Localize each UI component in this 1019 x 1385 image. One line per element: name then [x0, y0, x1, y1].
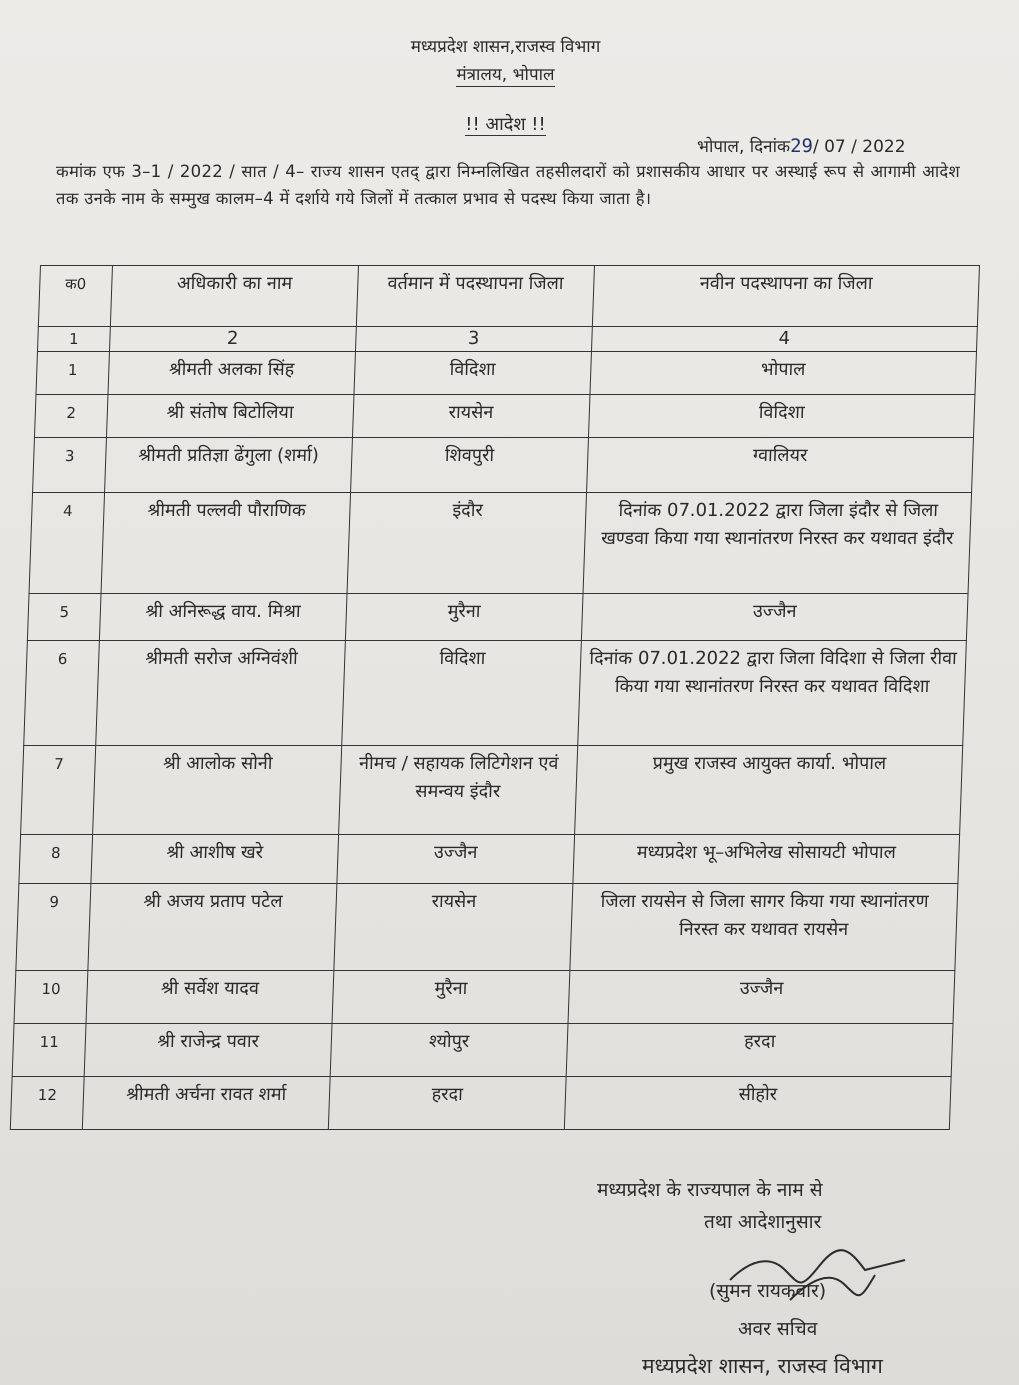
table-colnum-row [37, 327, 977, 352]
signatory-designation: अवर सचिव [738, 1318, 818, 1340]
new-posting-cell: जिला रायसेन से जिला सागर किया गया स्थानांतरण निरस्त कर यथावत रायसेन [570, 884, 958, 971]
current-posting-cell: हरदा [328, 1077, 566, 1130]
current-posting-cell: शिवपुरी [350, 438, 588, 493]
table-row [27, 594, 968, 641]
table-row [21, 746, 963, 835]
colnum-4: 4 [591, 327, 977, 352]
date-rest: / 07 / 2022 [812, 137, 906, 157]
date-day-handwritten: 29 [790, 135, 813, 157]
order-paragraph: कमांक एफ 3–1 / 2022 / सात / 4– राज्य शासन एतद् द्वारा निम्नलिखित तहसीलदारों को प्रशासकीय आधार पर अस्थाई रूप से आगामी आदेश तक उनके नाम के सम्मुख कालम–4 में दर्शाये गये जिलों में तत्काल प्रभाव से पदस्थ किया जाता है। [56, 162, 960, 208]
current-posting-cell: विदिशा [354, 352, 592, 395]
officer-name-cell: श्री आशीष खरे [91, 835, 339, 884]
table-row [33, 438, 974, 493]
serial-cell: 7 [21, 746, 96, 835]
table-row [10, 1077, 951, 1130]
officer-name-cell: श्री आलोक सोनी [92, 746, 341, 835]
colnum-2: 2 [109, 327, 356, 352]
serial-cell: 12 [10, 1077, 84, 1130]
header-ministry-text: मंत्रालय, भोपाल [456, 65, 555, 85]
new-posting-cell: दिनांक 07.01.2022 द्वारा जिला विदिशा से जिला रीवा किया गया स्थानांतरण निरस्त कर यथावत विदिशा [577, 641, 966, 746]
current-posting-cell: विदिशा [341, 641, 581, 746]
signatory-name: (सुमन रायकवार) [709, 1280, 827, 1302]
table-row [24, 641, 967, 746]
current-posting-cell: नीमच / सहायक लिटिगेशन एवं समन्वय इंदौर [338, 746, 577, 835]
table-row [34, 395, 975, 438]
serial-cell: 5 [27, 594, 100, 641]
table-row [36, 352, 977, 395]
new-posting-cell: उज्जैन [568, 971, 955, 1024]
serial-cell: 10 [14, 971, 88, 1024]
new-posting-cell: भोपाल [590, 352, 977, 395]
officer-name-cell: श्रीमती पल्लवी पौराणिक [101, 493, 350, 594]
table-row [12, 1024, 953, 1077]
current-posting-cell: रायसेन [334, 884, 573, 971]
new-posting-cell: मध्यप्रदेश भू–अभिलेख सोसायटी भोपाल [573, 835, 960, 884]
new-posting-cell: प्रमुख राजस्व आयुक्त कार्या. भोपाल [574, 746, 962, 835]
current-posting-cell: मुरैना [332, 971, 570, 1024]
current-posting-cell: उज्जैन [337, 835, 575, 884]
header-department: मध्यप्रदेश शासन,राजस्व विभाग [410, 37, 601, 57]
serial-cell: 4 [29, 493, 104, 594]
transfer-table [10, 265, 980, 1130]
serial-cell: 2 [34, 395, 107, 438]
serial-cell: 11 [12, 1024, 86, 1077]
current-posting-cell: इंदौर [347, 493, 587, 594]
order-date [697, 134, 906, 157]
officer-name-cell: श्री सर्वेश यादव [86, 971, 334, 1024]
new-posting-cell: ग्वालियर [586, 438, 973, 493]
serial-cell: 1 [36, 352, 109, 395]
header-new-posting: नवीन पदस्थापना का जिला [592, 266, 979, 327]
officer-name-cell: श्री अजय प्रताप पटेल [88, 884, 337, 971]
signature-line1: मध्यप्रदेश के राज्यपाल के नाम से [597, 1179, 823, 1201]
current-posting-cell: रायसेन [352, 395, 590, 438]
new-posting-cell: सीहोर [564, 1077, 951, 1130]
colnum-1: 1 [37, 327, 110, 352]
signatory-department: मध्यप्रदेश शासन, राजस्व विभाग [642, 1354, 883, 1378]
date-prefix: भोपाल, दिनांक [697, 137, 791, 157]
new-posting-cell: हरदा [566, 1024, 953, 1077]
serial-cell: 3 [33, 438, 107, 493]
header-officer-name: अधिकारी का नाम [110, 266, 358, 327]
new-posting-cell: विदिशा [588, 395, 975, 438]
officer-name-cell: श्रीमती प्रतिज्ञा ढेंगुला (शर्मा) [104, 438, 352, 493]
header-serial: क0 [38, 266, 112, 327]
officer-name-cell: श्रीमती अर्चना रावत शर्मा [82, 1077, 330, 1130]
officer-name-cell: श्री संतोष बिटोलिया [106, 395, 353, 438]
serial-cell: 8 [19, 835, 92, 884]
serial-cell: 9 [16, 884, 91, 971]
officer-name-cell: श्रीमती सरोज अग्निवंशी [96, 641, 346, 746]
header-current-posting: वर्तमान में पदस्थापना जिला [356, 266, 594, 327]
table-row [19, 835, 960, 884]
table-row [16, 884, 958, 971]
serial-cell: 6 [24, 641, 99, 746]
new-posting-cell: उज्जैन [581, 594, 968, 641]
current-posting-cell: मुरैना [345, 594, 583, 641]
order-title-text: !! आदेश !! [465, 114, 546, 135]
colnum-3: 3 [355, 327, 592, 352]
officer-name-cell: श्रीमती अलका सिंह [108, 352, 355, 395]
current-posting-cell: श्योपुर [330, 1024, 568, 1077]
new-posting-cell: दिनांक 07.01.2022 द्वारा जिला इंदौर से जिला खण्डवा किया गया स्थानांतरण निरस्त कर यथावत इंदौर [583, 493, 972, 594]
header-ministry [0, 62, 1015, 85]
officer-name-cell: श्री अनिरूद्ध वाय. मिश्रा [99, 594, 347, 641]
officer-name-cell: श्री राजेन्द्र पवार [84, 1024, 332, 1077]
table-header-row [38, 266, 979, 327]
table-row [14, 971, 955, 1024]
signature-line2: तथा आदेशानुसार [704, 1211, 822, 1233]
order-title [0, 112, 1015, 136]
table-row [29, 493, 972, 594]
